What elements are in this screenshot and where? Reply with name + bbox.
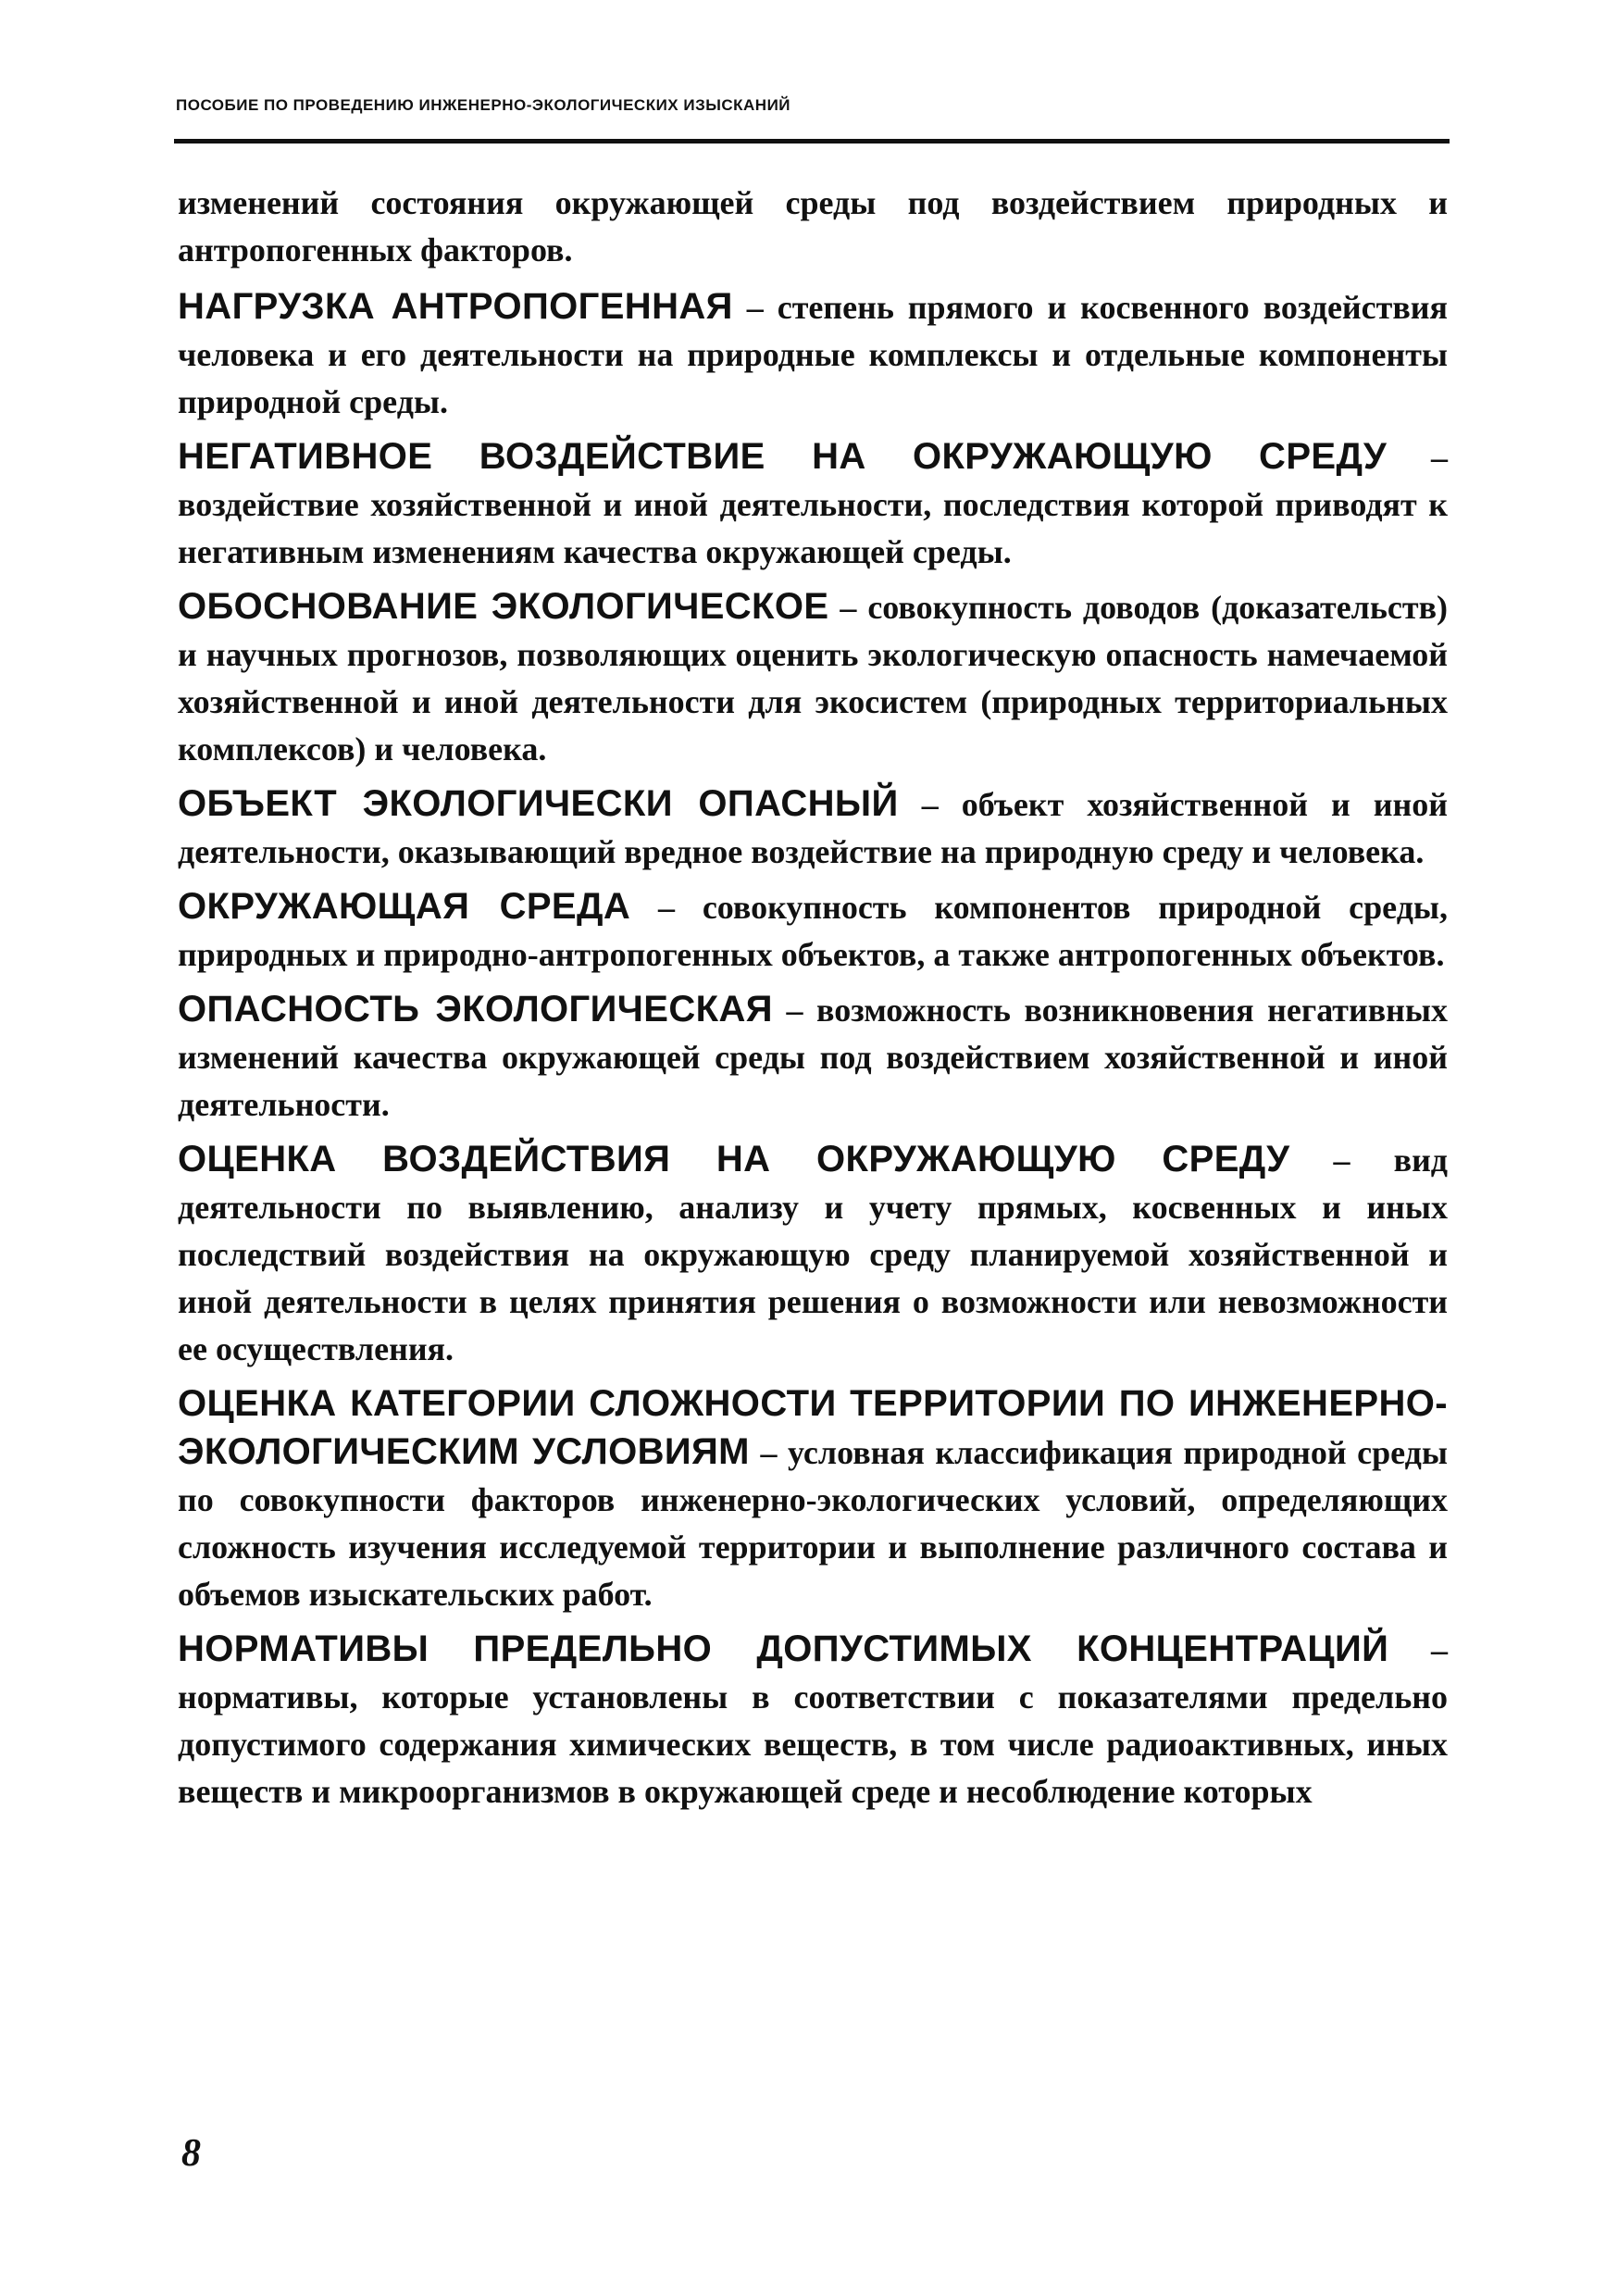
entry-term: НЕГАТИВНОЕ ВОЗДЕЙСТВИЕ НА ОКРУЖАЮЩУЮ СРЕДУ [178,436,1388,477]
entry-definition: возможность возникновения негативных изменений качества окружающей среды под воздействием хозяйственной и иной деятельности. [178,992,1448,1123]
entry-dash: – [746,289,764,326]
entry-term: ОБОСНОВАНИЕ ЭКОЛОГИЧЕСКОЕ [178,586,829,627]
entry-term: ОПАСНОСТЬ ЭКОЛОГИЧЕСКАЯ [178,989,773,1029]
glossary-entry [178,433,1448,576]
entry-dash: – [760,1434,778,1471]
entry-definition: объект хозяйственной и иной деятельности, оказывающий вредное воздействие на природную среду и человека. [178,786,1449,870]
entry-term: ОЦЕНКА ВОЗДЕЙСТВИЯ НА ОКРУЖАЮЩУЮ СРЕДУ [178,1139,1290,1179]
entry-term: ОКРУЖАЮЩАЯ СРЕДА [178,886,631,927]
entry-definition: степень прямого и косвенного воздействия человека и его деятельности на природные комплексы и отдельные компоненты природной среды. [178,289,1449,420]
page-number: 8 [181,2132,201,2175]
running-header: ПОСОБИЕ ПО ПРОВЕДЕНИЮ ИНЖЕНЕРНО-ЭКОЛОГИЧЕСКИХ ИЗЫСКАНИЙ [176,96,791,114]
glossary-content [178,180,1448,1823]
glossary-entry [178,883,1448,979]
entry-term: ОБЪЕКТ ЭКОЛОГИЧЕСКИ ОПАСНЫЙ [178,783,899,824]
entry-definition: совокупность доводов (доказательств) и научных прогнозов, позволяющих оценить экологическую опасность намечаемой хозяйственной и иной деятельности для экосистем (природных территориальных комплексов) и человека. [178,589,1448,767]
entry-definition: нормативы, которые установлены в соответствии с показателями предельно допустимого содержания химических веществ, в том числе радиоактивных, иных веществ и микроорганизмов в окружающей среде и несоблюдение которых [178,1678,1448,1810]
entry-dash: – [1431,439,1448,476]
entry-term: НОРМАТИВЫ ПРЕДЕЛЬНО ДОПУСТИМЫХ КОНЦЕНТРАЦИЙ [178,1628,1389,1669]
entry-dash: – [1431,1631,1448,1668]
glossary-entry [178,986,1448,1129]
entry-definition: воздействие хозяйственной и иной деятельности, последствия которой приводят к негативным изменениям качества окружающей среды. [178,486,1448,570]
entry-definition: вид деятельности по выявлению, анализу и учету прямых, косвенных и иных последствий воздействия на окружающую среду планируемой хозяйственной и иной деятельности в целях принятия решения о возможности или невозможности ее осуществления. [178,1142,1449,1367]
entry-term: НАГРУЗКА АНТРОПОГЕННАЯ [178,286,733,327]
entry-term: ОЦЕНКА КАТЕГОРИИ СЛОЖНОСТИ ТЕРРИТОРИИ ПО ИНЖЕНЕРНО-ЭКОЛОГИЧЕСКИМ УСЛОВИЯМ [178,1383,1448,1472]
glossary-entry [178,583,1448,773]
entry-definition: совокупность компонентов природной среды, природных и природно-антропогенных объектов, а также антропогенных объектов. [178,889,1449,973]
glossary-entry [178,780,1448,876]
glossary-entry [178,1380,1448,1618]
glossary-entry [178,1626,1448,1816]
entry-dash: – [786,992,803,1029]
header-rule [174,139,1450,144]
entry-dash: – [1333,1142,1350,1179]
entry-definition: условная классификация природной среды по совокупности факторов инженерно-экологических условий, определяющих сложность изучения исследуемой территории и выполнение различного состава и объемов изыскательских работ. [178,1434,1448,1613]
entry-dash: – [921,786,939,823]
entry-dash: – [658,889,676,926]
continued-definition: изменений состояния окружающей среды под воздействием природных и антропогенных факторов. [178,184,1448,268]
entry-dash: – [840,589,857,626]
glossary-entry [178,1136,1448,1373]
glossary-entry [178,283,1448,426]
